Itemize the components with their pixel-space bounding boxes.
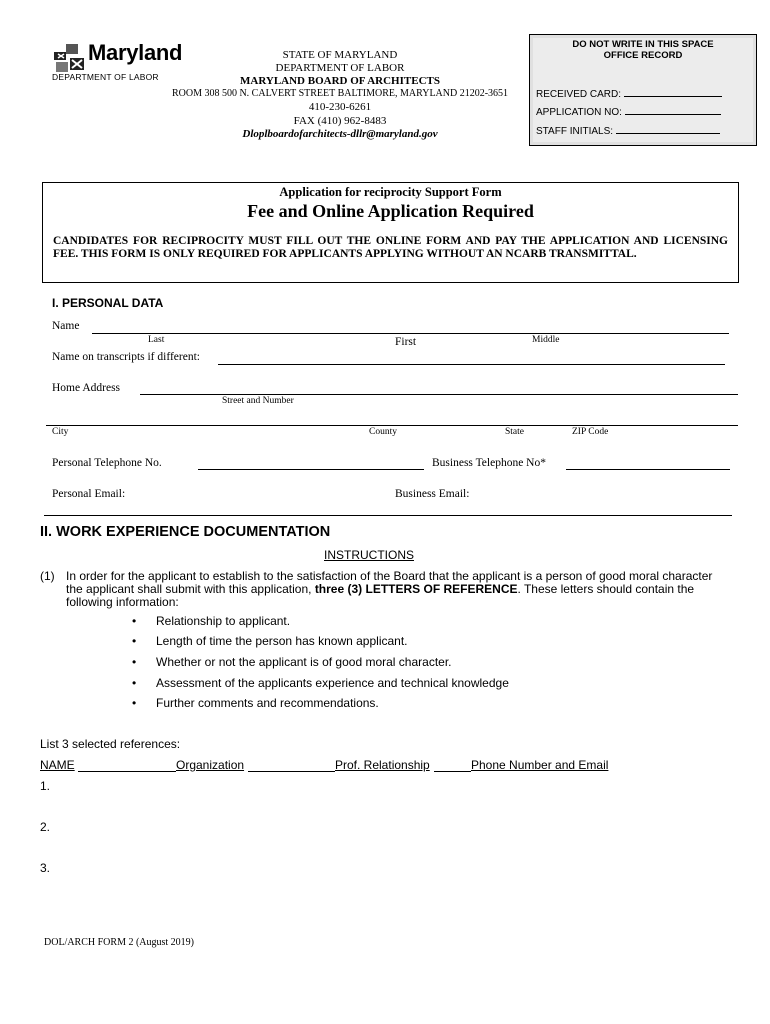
business-phone-label: Business Telephone No* bbox=[432, 457, 546, 469]
reference-instructions-text: In order for the applicant to establish to the satisfaction of the Board that the applicant is a person of good moral character the applicant shall submit with this application, three (3) LETTERS OF REFERENCE. These letters should contain the following information: bbox=[66, 569, 713, 609]
list-item: • Whether or not the applicant is of good moral character. bbox=[132, 655, 452, 669]
state-caption: State bbox=[505, 427, 524, 437]
header-state: STATE OF MARYLAND bbox=[282, 49, 398, 61]
column-header-phone-email: Phone Number and Email bbox=[471, 758, 609, 772]
transcripts-name-input-line[interactable] bbox=[218, 364, 725, 365]
received-card-label: RECEIVED CARD: bbox=[536, 89, 622, 100]
personal-phone-label: Personal Telephone No. bbox=[52, 457, 162, 469]
business-phone-input-line[interactable] bbox=[566, 469, 730, 470]
support-form-box bbox=[42, 182, 739, 283]
list-item: • Relationship to applicant. bbox=[132, 614, 291, 628]
reference-row-1[interactable]: 1. bbox=[40, 779, 51, 793]
form-identifier: DOL/ARCH FORM 2 (August 2019) bbox=[44, 937, 195, 948]
work-experience-heading: II. WORK EXPERIENCE DOCUMENTATION bbox=[40, 524, 331, 540]
first-name-caption: First bbox=[395, 336, 417, 348]
application-no-label: APPLICATION NO: bbox=[536, 107, 622, 118]
email-input-line[interactable] bbox=[44, 515, 732, 516]
list-item: • Length of time the person has known applicant. bbox=[132, 634, 408, 648]
office-record-title: OFFICE RECORD bbox=[603, 50, 683, 61]
personal-data-heading: I. PERSONAL DATA bbox=[52, 296, 164, 310]
reciprocity-notice: CANDIDATES FOR RECIPROCITY MUST FILL OUT THE ONLINE FORM AND PAY THE APPLICATION AND LICENSING FEE. THIS FORM IS ONLY REQUIRED FOR APPLICANTS APPLYING WITHOUT AN NCARB TRANSMITTAL. bbox=[53, 235, 728, 260]
logo-wordmark: Maryland bbox=[88, 40, 183, 65]
county-caption: County bbox=[369, 427, 397, 437]
item-number: (1) bbox=[40, 569, 55, 583]
support-form-subtitle: Fee and Online Application Required bbox=[247, 201, 534, 221]
column-header-relationship: Prof. Relationship bbox=[335, 758, 430, 772]
reference-instructions bbox=[40, 570, 720, 609]
staff-initials-label: STAFF INITIALS: bbox=[536, 126, 614, 137]
references-list-label: List 3 selected references: bbox=[40, 737, 181, 751]
bullet-icon: • bbox=[132, 634, 137, 648]
application-no-field bbox=[536, 104, 721, 118]
bullet-icon: • bbox=[132, 614, 137, 628]
list-item: • Assessment of the applicants experience and technical knowledge bbox=[132, 676, 509, 690]
city-caption: City bbox=[52, 427, 69, 437]
middle-name-caption: Middle bbox=[532, 335, 560, 345]
letters-of-reference-emphasis: three (3) LETTERS OF REFERENCE bbox=[314, 582, 518, 596]
reference-row-2[interactable]: 2. bbox=[40, 820, 51, 834]
header-underline bbox=[248, 771, 335, 772]
header-department: DEPARTMENT OF LABOR bbox=[275, 62, 405, 74]
street-caption: Street and Number bbox=[222, 396, 294, 406]
application-no-blank bbox=[625, 104, 721, 115]
staff-initials-field bbox=[536, 123, 720, 137]
received-card-field bbox=[536, 86, 722, 100]
header-email: Dloplboardofarchitects-dllr@maryland.gov bbox=[242, 128, 438, 140]
home-address-label: Home Address bbox=[52, 382, 121, 394]
bullet-icon: • bbox=[132, 655, 137, 669]
header-fax: FAX (410) 962-8483 bbox=[293, 115, 387, 127]
name-input-line[interactable] bbox=[92, 333, 729, 334]
personal-phone-input-line[interactable] bbox=[198, 469, 424, 470]
received-card-blank bbox=[624, 86, 722, 97]
office-record-warning: DO NOT WRITE IN THIS SPACE bbox=[572, 39, 714, 50]
office-record-box bbox=[529, 34, 757, 146]
home-address-input-line[interactable] bbox=[140, 394, 738, 395]
bullet-icon: • bbox=[132, 696, 137, 710]
staff-initials-blank bbox=[616, 123, 720, 134]
header-phone: 410-230-6261 bbox=[308, 101, 372, 113]
header-board: MARYLAND BOARD OF ARCHITECTS bbox=[240, 75, 440, 87]
instructions-heading: INSTRUCTIONS bbox=[324, 548, 414, 562]
header-underline bbox=[434, 771, 471, 772]
column-header-organization: Organization bbox=[176, 758, 245, 772]
zip-caption: ZIP Code bbox=[572, 427, 609, 437]
column-header-name: NAME bbox=[40, 758, 75, 772]
maryland-flag-logo-icon bbox=[52, 40, 86, 74]
last-name-caption: Last bbox=[148, 335, 165, 345]
transcripts-name-label: Name on transcripts if different: bbox=[52, 351, 200, 363]
header-underline bbox=[78, 771, 176, 772]
header-address: ROOM 308 500 N. CALVERT STREET BALTIMORE, MARYLAND 21202-3651 bbox=[171, 88, 509, 99]
logo-subtitle: DEPARTMENT OF LABOR bbox=[52, 72, 159, 82]
business-email-label: Business Email: bbox=[395, 488, 470, 500]
personal-email-label: Personal Email: bbox=[52, 488, 126, 500]
city-county-input-line[interactable] bbox=[46, 425, 738, 426]
name-label: Name bbox=[52, 320, 80, 332]
list-item: • Further comments and recommendations. bbox=[132, 696, 379, 710]
support-form-title: Application for reciprocity Support Form bbox=[279, 185, 502, 199]
reference-row-3[interactable]: 3. bbox=[40, 861, 51, 875]
bullet-icon: • bbox=[132, 676, 137, 690]
